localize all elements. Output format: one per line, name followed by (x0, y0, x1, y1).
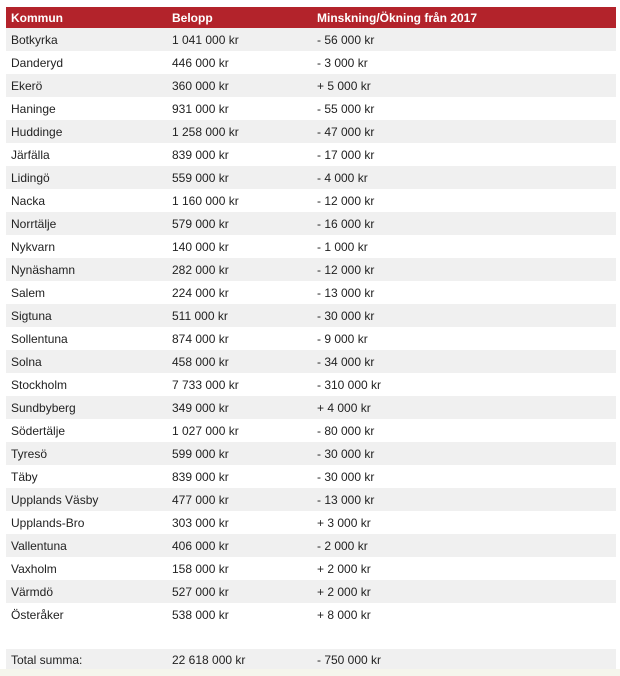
table-row (6, 603, 616, 626)
cell-kommun: Huddinge (11, 124, 63, 139)
cell-belopp: 874 000 kr (172, 331, 229, 346)
cell-kommun: Stockholm (11, 377, 68, 392)
cell-belopp: 406 000 kr (172, 538, 229, 553)
cell-kommun: Solna (11, 354, 42, 369)
table-row (6, 189, 616, 212)
cell-change: - 13 000 kr (317, 285, 375, 300)
cell-kommun: Vaxholm (11, 561, 57, 576)
table-row (6, 488, 616, 511)
cell-kommun: Haninge (11, 101, 56, 116)
cell-belopp: 349 000 kr (172, 400, 229, 415)
cell-kommun: Sundbyberg (11, 400, 76, 415)
table-row (6, 465, 616, 488)
cell-change: + 4 000 kr (317, 400, 371, 415)
cell-belopp: 224 000 kr (172, 285, 229, 300)
cell-belopp: 1 258 000 kr (172, 124, 239, 139)
cell-belopp: 303 000 kr (172, 515, 229, 530)
cell-belopp: 839 000 kr (172, 147, 229, 162)
cell-change: - 12 000 kr (317, 262, 375, 277)
cell-belopp: 527 000 kr (172, 584, 229, 599)
cell-kommun: Danderyd (11, 55, 64, 70)
cell-kommun: Ekerö (11, 78, 43, 93)
cell-kommun: Vallentuna (11, 538, 67, 553)
header-kommun: Kommun (11, 10, 63, 25)
kommun-table (6, 7, 616, 671)
table-row (6, 534, 616, 557)
cell-belopp: 1 041 000 kr (172, 32, 239, 47)
table-row (6, 557, 616, 580)
cell-change: - 3 000 kr (317, 55, 368, 70)
cell-change: - 16 000 kr (317, 216, 375, 231)
cell-belopp: 1 027 000 kr (172, 423, 239, 438)
table-header (6, 7, 616, 28)
cell-belopp: 931 000 kr (172, 101, 229, 116)
cell-belopp: 140 000 kr (172, 239, 229, 254)
cell-change: + 3 000 kr (317, 515, 371, 530)
cell-kommun: Salem (11, 285, 46, 300)
total-change: - 750 000 kr (317, 653, 382, 667)
table-row (6, 281, 616, 304)
table-row (6, 143, 616, 166)
table-row (6, 396, 616, 419)
cell-kommun: Botkyrka (11, 32, 58, 47)
cell-change: - 1 000 kr (317, 239, 368, 254)
table-row (6, 166, 616, 189)
header-change: Minskning/Ökning från 2017 (317, 10, 478, 25)
table-row (6, 74, 616, 97)
cell-change: - 34 000 kr (317, 354, 375, 369)
cell-belopp: 458 000 kr (172, 354, 229, 369)
cell-change: + 2 000 kr (317, 561, 371, 576)
table-row (6, 373, 616, 396)
table-row (6, 28, 616, 51)
cell-change: - 30 000 kr (317, 308, 375, 323)
total-label: Total summa: (11, 653, 83, 667)
cell-change: - 47 000 kr (317, 124, 375, 139)
cell-change: - 12 000 kr (317, 193, 375, 208)
cell-belopp: 511 000 kr (172, 308, 228, 323)
table-row (6, 120, 616, 143)
table-row (6, 580, 616, 603)
cell-kommun: Nynäshamn (11, 262, 76, 277)
cell-kommun: Sigtuna (11, 308, 52, 323)
table-spacer (6, 626, 616, 649)
table-row (6, 350, 616, 373)
table-row (6, 419, 616, 442)
cell-kommun: Österåker (11, 607, 64, 622)
cell-change: - 56 000 kr (317, 32, 375, 47)
cell-change: + 2 000 kr (317, 584, 371, 599)
cell-kommun: Nacka (11, 193, 46, 208)
total-row (6, 649, 616, 671)
cell-kommun: Järfälla (11, 147, 50, 162)
cell-belopp: 477 000 kr (172, 492, 229, 507)
cell-change: - 9 000 kr (317, 331, 368, 346)
cell-change: - 80 000 kr (317, 423, 375, 438)
cell-change: - 30 000 kr (317, 469, 375, 484)
cell-change: - 2 000 kr (317, 538, 368, 553)
cell-change: - 55 000 kr (317, 101, 375, 116)
table-row (6, 258, 616, 281)
table-row (6, 212, 616, 235)
table-row (6, 304, 616, 327)
cell-change: - 17 000 kr (317, 147, 375, 162)
cell-kommun: Värmdö (11, 584, 54, 599)
cell-belopp: 1 160 000 kr (172, 193, 239, 208)
cell-kommun: Norrtälje (11, 216, 57, 231)
cell-belopp: 282 000 kr (172, 262, 229, 277)
cell-belopp: 360 000 kr (172, 78, 229, 93)
table-row (6, 51, 616, 74)
total-belopp: 22 618 000 kr (172, 653, 246, 667)
table-row (6, 235, 616, 258)
bottom-strip (0, 669, 620, 676)
cell-belopp: 559 000 kr (172, 170, 229, 185)
cell-belopp: 7 733 000 kr (172, 377, 239, 392)
cell-belopp: 538 000 kr (172, 607, 229, 622)
cell-kommun: Upplands-Bro (11, 515, 85, 530)
cell-change: - 13 000 kr (317, 492, 375, 507)
cell-belopp: 158 000 kr (172, 561, 229, 576)
cell-belopp: 579 000 kr (172, 216, 229, 231)
cell-kommun: Upplands Väsby (11, 492, 99, 507)
table-row (6, 442, 616, 465)
table-body (6, 28, 616, 626)
cell-kommun: Sollentuna (11, 331, 68, 346)
table-row (6, 97, 616, 120)
cell-kommun: Nykvarn (11, 239, 56, 254)
table-row (6, 327, 616, 350)
cell-kommun: Södertälje (11, 423, 66, 438)
cell-belopp: 839 000 kr (172, 469, 229, 484)
table-row (6, 511, 616, 534)
header-belopp: Belopp (172, 10, 213, 25)
cell-kommun: Tyresö (11, 446, 48, 461)
cell-belopp: 446 000 kr (172, 55, 229, 70)
cell-change: - 4 000 kr (317, 170, 368, 185)
cell-kommun: Lidingö (11, 170, 50, 185)
cell-change: + 8 000 kr (317, 607, 371, 622)
cell-kommun: Täby (11, 469, 38, 484)
cell-change: + 5 000 kr (317, 78, 371, 93)
cell-change: - 30 000 kr (317, 446, 375, 461)
cell-change: - 310 000 kr (317, 377, 382, 392)
cell-belopp: 599 000 kr (172, 446, 229, 461)
